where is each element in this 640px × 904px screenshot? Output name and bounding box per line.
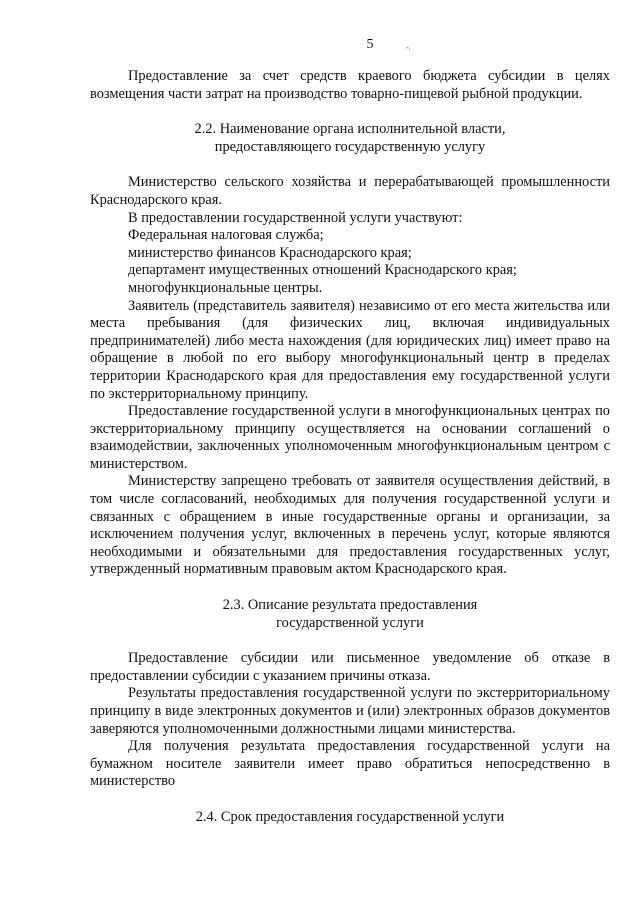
paragraph: Результаты предоставления государственной услуги по экстерриториальному принципу в виде электронных документов и (или) электронных образов документов заверяются уполномоченными должностными лицами министерства. (90, 685, 610, 737)
paragraph: департамент имущественных отношений Краснодарского края; (128, 262, 517, 279)
document-body (90, 68, 610, 827)
paragraph: Заявитель (представитель заявителя) независимо от его места жительства или места пребывания (для физических лиц, включая индивидуальных предпринимателей) либо места нахождения (для юридических лиц) имеет право на обращение в любой по его выбору многофункциональный центр в пределах территории Краснодарского края для предоставления ему государственной услуги по экстерриториальному принципу. (90, 297, 610, 402)
section-heading-line: 2.4. Срок предоставления государственной услуги (195, 808, 505, 825)
section-gap (90, 103, 610, 121)
section-heading-line: 2.2. Наименование органа исполнительной власти, (194, 121, 506, 138)
section-heading (90, 121, 610, 156)
paragraph: Предоставление субсидии или письменное уведомление об отказе в предоставлении субсидии с указанием причины отказа. (90, 650, 610, 684)
page-number: 5 (366, 37, 374, 52)
section-gap (90, 791, 610, 809)
paragraph: министерство финансов Краснодарского края; (128, 244, 412, 261)
section-heading-line: предоставляющего государственную услугу (214, 138, 486, 155)
section-gap (90, 579, 610, 597)
paragraph: Для получения результата предоставления государственной услуги на бумажном носителе заявители имеет право обратиться непосредственно в министерство (90, 738, 610, 790)
section-heading (90, 597, 610, 632)
paragraph: многофункциональные центры. (128, 279, 323, 296)
section-heading-line: 2.3. Описание результата предоставления (222, 597, 478, 614)
paragraph: Федеральная налоговая служба; (128, 227, 324, 244)
section-gap (90, 156, 610, 174)
section-gap (90, 632, 610, 650)
paragraph: Министерство сельского хозяйства и перерабатывающей промышленности Краснодарского края. (90, 174, 610, 208)
section-heading (90, 809, 610, 827)
paragraph: В предоставлении государственной услуги участвуют: (128, 209, 463, 226)
paragraph: Министерству запрещено требовать от заявителя осуществления действий, в том числе согласований, необходимых для получения государственной услуги и связанных с обращением в иные государственные органы и организации, за исключением получения услуг, включенных в перечень услуг, которые являются необходимыми и обязательными для предоставления государственных услуг, утвержденный нормативным правовым актом Краснодарского края. (90, 473, 610, 578)
section-heading-line: государственной услуги (276, 614, 424, 631)
scan-mark: "\ (406, 47, 411, 53)
paragraph: Предоставление за счет средств краевого бюджета субсидии в целях возмещения части затрат на производство товарно-пищевой рыбной продукции. (90, 68, 610, 102)
paragraph: Предоставление государственной услуги в многофункциональных центрах по экстерриториальному принципу осуществляется на основании соглашений о взаимодействии, заключенных уполномоченным многофункциональным центром с министерством. (90, 403, 610, 472)
